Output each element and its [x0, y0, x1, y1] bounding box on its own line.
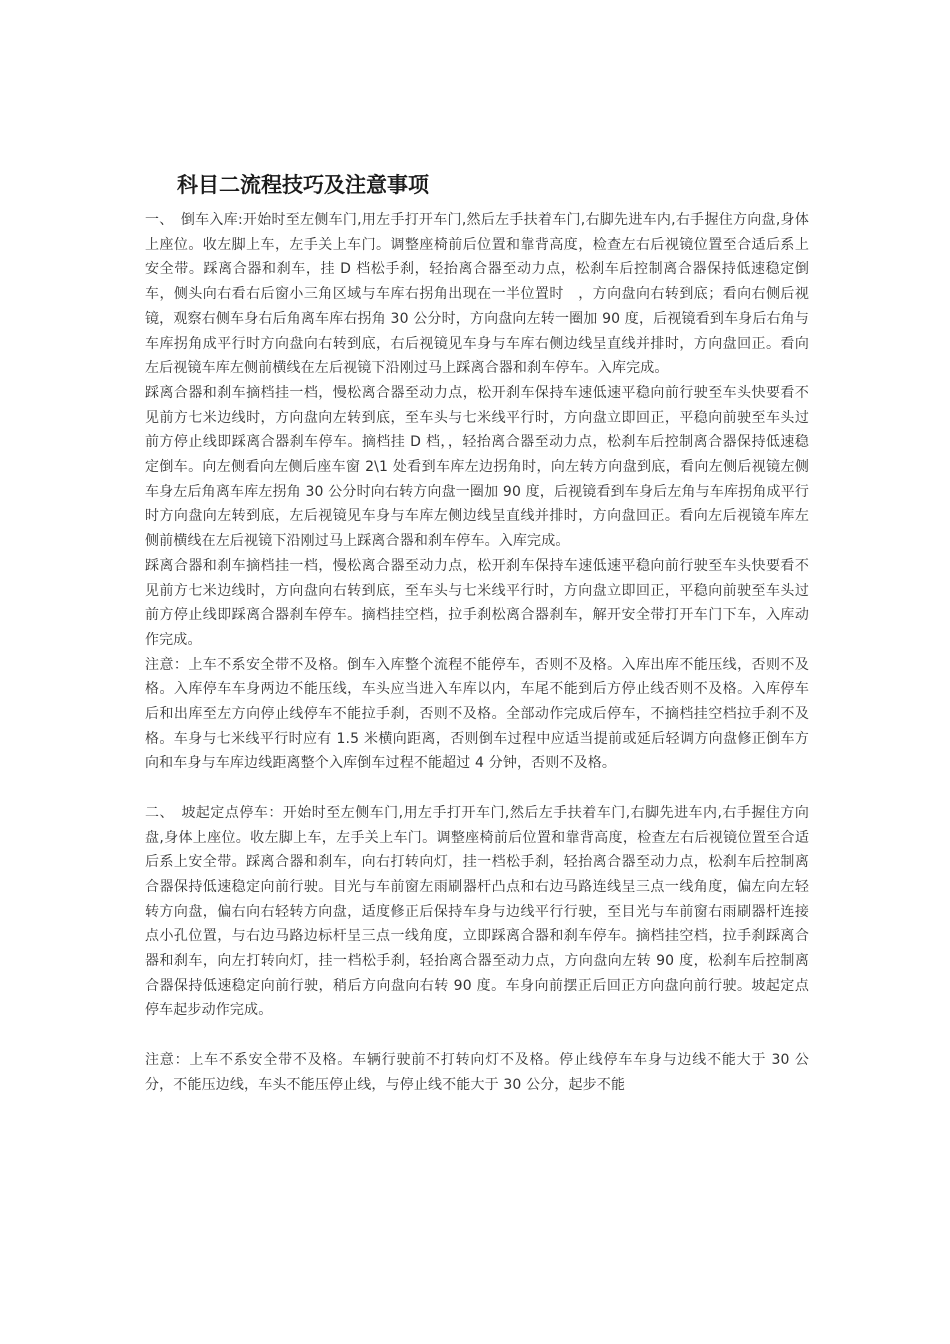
document-body	[145, 172, 809, 1097]
paragraph: 注意：上车不系安全带不及格。车辆行驶前不打转向灯不及格。停止线停车车身与边线不能大于 30 公分，不能压边线，车头不能压停止线，与停止线不能大于 30 公分，起步不能	[145, 1051, 809, 1093]
document-title: 科目二流程技巧及注意事项	[177, 173, 429, 197]
blank-line	[145, 776, 809, 801]
paragraph: 踩离合器和刹车摘档挂一档，慢松离合器至动力点，松开刹车保持车速低速平稳向前行驶至车头快要看不见前方七米边线时，方向盘向右转到底，至车头与七米线平行时，方向盘立即回正，平稳向前驶至车头过前方停止线即踩离合器刹车停车。摘档挂空档，拉手刹松离合器刹车，解开安全带打开车门下车，入库动作完成。	[145, 557, 809, 648]
paragraph: 踩离合器和刹车摘档挂一档，慢松离合器至动力点，松开刹车保持车速低速平稳向前行驶至车头快要看不见前方七米边线时，方向盘向左转到底，至车头与七米线平行时，方向盘立即回正，平稳向前驶至车头过前方停止线即踩离合器刹车停车。摘档挂 D 档，，轻抬离合器至动力点，松刹车后控制离合器保持低速稳定倒车。向左侧看向左侧后座车窗 2\1 处看到车库左边拐角时，向左转方向盘到底，看向左侧后视镜左侧车身左后角离车库左拐角 30 公分时向右转方向盘一圈加 90 度，后视镜看到车身后左角与车库拐角成平行时方向盘向左转到底，左后视镜见车身与车库左侧边线呈直线并排时，方向盘回正。看向左后视镜车库左侧前横线在左后视镜下沿刚过马上踩离合器和刹车停车。入库完成。	[145, 384, 809, 550]
paragraph: 注意：上车不系安全带不及格。倒车入库整个流程不能停车，否则不及格。入库出库不能压线，否则不及格。入库停车车身两边不能压线，车头应当进入车库以内，车尾不能到后方停止线否则不及格。入库停车后和出库至左方向停止线停车不能拉手刹，否则不及格。全部动作完成后停车，不摘档挂空档拉手刹不及格。车身与七米线平行时应有 1.5 米横向距离，否则倒车过程中应适当提前或延后轻调方向盘修正倒车方向和车身与车库边线距离整个入库倒车过程不能超过 4 分钟，否则不及格。	[145, 656, 809, 772]
section-reverse-parking	[145, 208, 809, 776]
blank-line	[145, 1023, 809, 1048]
section-hill-start	[145, 801, 809, 1023]
paragraph: 一、 倒车入库:开始时至左侧车门,用左手打开车门,然后左手扶着车门,右脚先进车内,右手握住方向盘,身体上座位。收左脚上车，左手关上车门。调整座椅前后位置和靠背高度，检查左右后视镜位置至合适后系上安全带。踩离合器和刹车，挂 D 档松手刹，轻抬离合器至动力点，松刹车后控制离合器保持低速稳定倒车，侧头向右看右后窗小三角区域与车库右拐角出现在一半位置时 ，方向盘向右转到底；看向右侧后视镜，观察右侧车身右后角离车库右拐角 30 公分时，方向盘向左转一圈加 90 度，后视镜看到车身后右角与车库拐角成平行时方向盘向右转到底，右后视镜见车身与车库右侧边线呈直线并排时，方向盘回正。看向左后视镜车库左侧前横线在左后视镜下沿刚过马上踩离合器和刹车停车。入库完成。	[145, 212, 809, 377]
paragraph: 二、 坡起定点停车：开始时至左侧车门,用左手打开车门,然后左手扶着车门,右脚先进车内,右手握住方向盘,身体上座位。收左脚上车，左手关上车门。调整座椅前后位置和靠背高度，检查左右后视镜位置至合适后系上安全带。踩离合器和刹车，向右打转向灯，挂一档松手刹，轻抬离合器至动力点，松刹车后控制离合器保持低速稳定向前行驶。目光与车前窗左雨刷器杆凸点和右边马路连线呈三点一线角度，偏左向左轻转方向盘，偏右向右轻转方向盘，适度修正后保持车身与边线平行行驶，至目光与车前窗右雨刷器杆连接点小孔位置，与右边马路边标杆呈三点一线角度，立即踩离合器和刹车停车。摘档挂空档，拉手刹踩离合器和刹车，向左打转向灯，挂一档松手刹，轻抬离合器至动力点，方向盘向左转 90 度，松刹车后控制离合器保持低速稳定向前行驶，稍后方向盘向右转 90 度。车身向前摆正后回正方向盘向前行驶。坡起定点停车起步动作完成。	[145, 804, 809, 1019]
section-hill-start-notes	[145, 1048, 809, 1097]
